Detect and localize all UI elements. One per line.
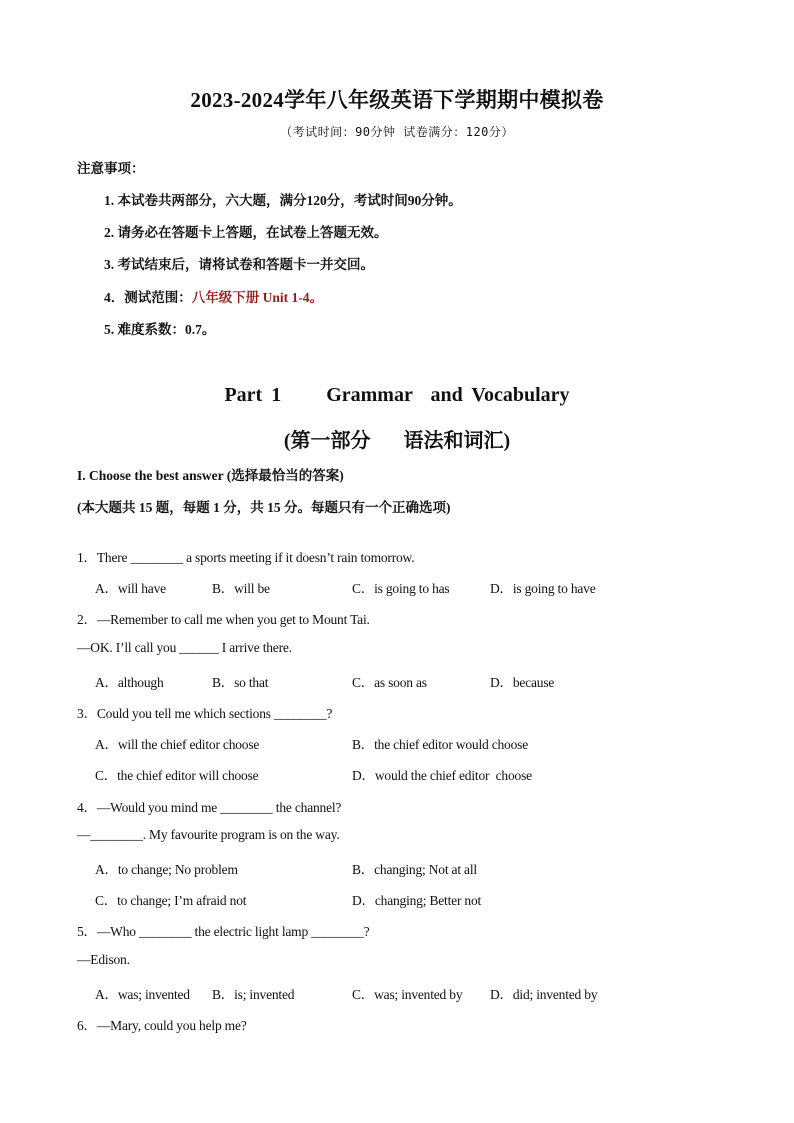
question-3-option-a: A．will the chief editor choose [95, 737, 260, 752]
question-5-option-d: D．did; invented by [490, 987, 598, 1002]
question-1-option-b: B．will be [212, 581, 270, 596]
question-4-option-c: C．to change; I’m afraid not [95, 893, 247, 908]
question-4-option-a: A．to change; No problem [95, 862, 238, 877]
exam-subtitle: （考试时间：90分钟 试卷满分：120分） [280, 125, 514, 139]
part-subtitle: (第一部分 语法和词汇) [283, 430, 511, 452]
question-1-option-c: C．is going to has [352, 581, 450, 596]
question-2-option-c: C．as soon as [352, 675, 427, 690]
notice-item-4-prefix: 4．测试范围： [104, 290, 192, 305]
question-2-reply: —OK. I’ll call you ______ I arrive there. [77, 640, 292, 655]
notice-item-4 [104, 286, 323, 306]
question-2-option-a: A．although [95, 675, 164, 690]
question-3-option-d: D．would the chief editor choose [352, 768, 532, 783]
question-1-option-a: A．will have [95, 581, 166, 596]
question-2-option-b: B．so that [212, 675, 269, 690]
question-6-stem: 6．—Mary, could you help me? [77, 1018, 247, 1033]
notice-item-1: 1. 本试卷共两部分，六大题，满分120分，考试时间90分钟。 [104, 193, 462, 208]
question-4-reply: —________. My favourite program is on the way. [77, 827, 340, 842]
question-1-stem: 1．There ________ a sports meeting if it doesn’t rain tomorrow. [77, 550, 415, 565]
question-2-stem: 2．—Remember to call me when you get to Mount Tai. [77, 612, 370, 627]
question-5-stem: 5．—Who ________ the electric light lamp ________? [77, 924, 370, 939]
question-4-stem: 4．—Would you mind me ________ the channel? [77, 800, 342, 815]
exam-title: 2023-2024学年八年级英语下学期期中模拟卷 [190, 88, 604, 112]
notice-heading: 注意事项： [77, 161, 145, 176]
question-4-option-b: B．changing; Not at all [352, 862, 477, 877]
question-5-option-a: A．was; invented [95, 987, 190, 1002]
question-5-option-b: B．is; invented [212, 987, 295, 1002]
question-3-option-c: C．the chief editor will choose [95, 768, 259, 783]
notice-item-2: 2. 请务必在答题卡上答题，在试卷上答题无效。 [104, 225, 388, 240]
notice-item-5: 5. 难度系数：0.7。 [104, 322, 216, 337]
question-3-stem: 3．Could you tell me which sections ________? [77, 706, 333, 721]
question-2-option-d: D．because [490, 675, 555, 690]
question-5-reply: —Edison. [77, 952, 130, 967]
part-title: Part 1 Grammar and Vocabulary [224, 384, 570, 406]
question-4-option-d: D．changing; Better not [352, 893, 482, 908]
question-3-option-b: B．the chief editor would choose [352, 737, 529, 752]
test-range: 八年级下册 Unit 1-4。 [191, 290, 323, 305]
section-instructions: (本大题共 15 题，每题 1 分，共 15 分。每题只有一个正确选项) [77, 500, 451, 515]
question-5-option-c: C．was; invented by [352, 987, 463, 1002]
question-1-option-d: D．is going to have [490, 581, 596, 596]
section-heading: I. Choose the best answer (选择最恰当的答案) [77, 468, 344, 483]
notice-item-3: 3. 考试结束后，请将试卷和答题卡一并交回。 [104, 257, 374, 272]
